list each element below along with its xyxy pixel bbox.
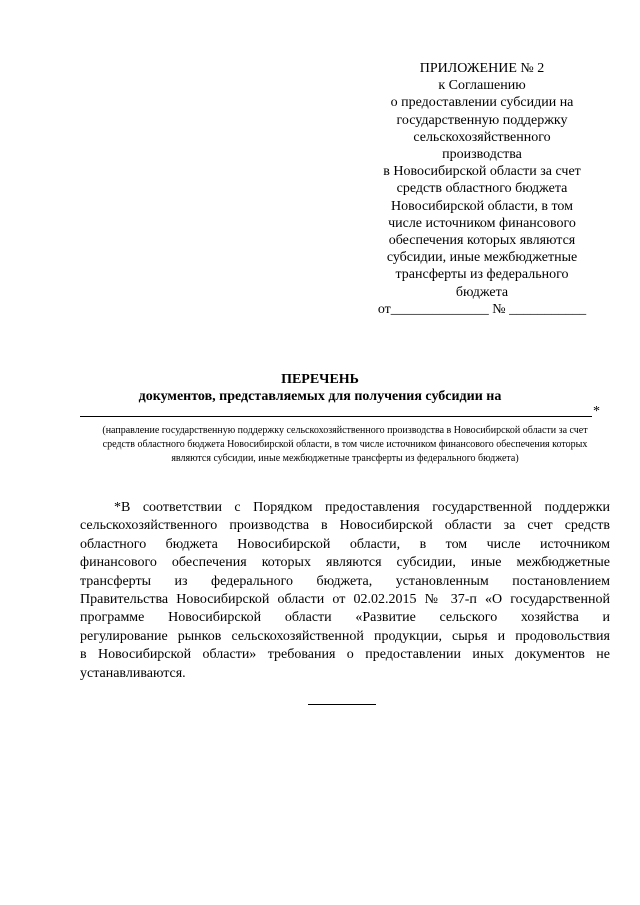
appendix-line: ПРИЛОЖЕНИЕ № 2	[419, 61, 545, 76]
appendix-line: бюджета	[455, 284, 509, 300]
paragraph-line: *В соответствии с Порядком предоставления государственной поддержки	[114, 500, 610, 515]
paragraph-line: финансового обеспечения которых являются субсидии, иные межбюджетные	[80, 555, 610, 571]
paragraph-line: Правительства Новосибирской области от 02.02.2015 № 37-п «О государственной	[80, 592, 610, 608]
appendix-line: трансферты из федерального	[395, 267, 569, 283]
appendix-line: обеспечения которых являются	[388, 233, 576, 249]
title-subheading: документов, представляемых для получения субсидии на	[138, 389, 502, 404]
appendix-line: производства	[442, 147, 522, 163]
note-line: (направление государственную поддержку сельскохозяйственного производства в Новосибирской области за счет	[102, 425, 588, 436]
note-line: являются субсидии, иные межбюджетные трансферты из федерального бюджета)	[171, 453, 519, 464]
appendix-line: о предоставлении субсидии на	[390, 95, 574, 111]
footnote-mark: *	[593, 404, 600, 419]
paragraph-line: областного бюджета Новосибирской области, в том числе источником	[80, 536, 610, 552]
subsidy-purpose-blank	[80, 405, 600, 421]
appendix-line: средств областного бюджета	[396, 181, 568, 197]
purpose-note	[80, 424, 610, 466]
appendix-line: числе источником финансового	[388, 215, 576, 231]
end-divider	[308, 704, 376, 705]
title-heading: ПЕРЕЧЕНЬ	[281, 372, 359, 387]
appendix-line: Новосибирской области, в том	[390, 198, 574, 214]
paragraph-line: программе Новосибирской области «Развитие сельского хозяйства и	[80, 610, 610, 626]
paragraph-line: в Новосибирской области» требования о предоставлении иных документов не	[80, 647, 610, 663]
appendix-line: субсидии, иные межбюджетные	[386, 250, 578, 266]
paragraph-line: сельскохозяйственного производства в Новосибирской области за счет средств	[80, 518, 610, 534]
appendix-line: в Новосибирской области за счет	[383, 164, 581, 180]
paragraph-line: регулирование рынков сельскохозяйственной продукции, сырья и продовольствия	[80, 628, 610, 644]
appendix-line: сельскохозяйственного	[413, 129, 551, 145]
paragraph-line: устанавливаются.	[80, 665, 186, 681]
blank-underline	[80, 416, 592, 417]
appendix-line: к Соглашению	[438, 78, 526, 94]
footnote-paragraph	[80, 499, 610, 683]
appendix-date-number-line: от______________ № ___________	[377, 301, 587, 317]
appendix-header	[362, 60, 602, 318]
appendix-line: государственную поддержку	[396, 112, 568, 128]
note-line: средств областного бюджета Новосибирской области, в том числе источником финансового обеспечения которых	[102, 439, 588, 450]
document-title	[40, 371, 600, 405]
paragraph-line: трансферты из федерального бюджета, установленным постановлением	[80, 573, 610, 589]
